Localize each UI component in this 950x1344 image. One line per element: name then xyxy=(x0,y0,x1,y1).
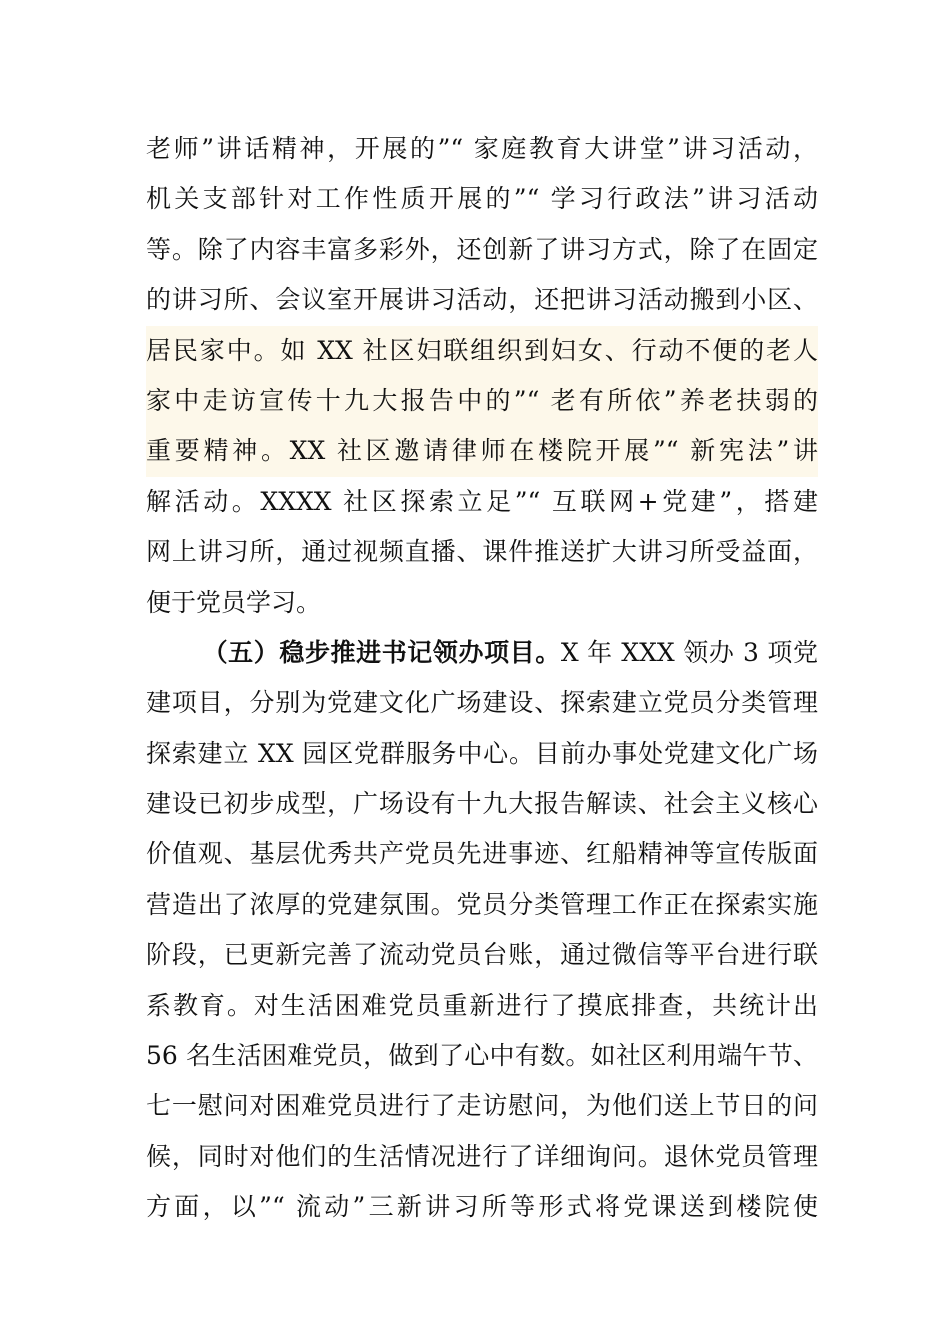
paragraph-1-line-4: 的讲习所、会议室开展讲习活动，还把讲习活动搬到小区、 xyxy=(146,285,818,315)
paragraph-1-line-5: 居民家中。如 XX 社区妇联组织到妇女、行动不便的老人 xyxy=(146,326,818,376)
paragraph-2-line-8: 系教育。对生活困难党员重新进行了摸底排查，共统计出 xyxy=(146,990,818,1020)
paragraph-1-line-1: 老师”讲话精神，开展的”“ 家庭教育大讲堂”讲习活动， xyxy=(146,134,818,163)
paragraph-2-line-6: 营造出了浓厚的党建氛围。党员分类管理工作正在探索实施 xyxy=(146,889,818,919)
paragraph-1-line-7: 重要精神。XX 社区邀请律师在楼院开展”“ 新宪法”讲 xyxy=(146,426,818,476)
paragraph-2-line-7: 阶段，已更新完善了流动党员台账，通过微信等平台进行联 xyxy=(146,940,818,970)
paragraph-2-line-4: 建设已初步成型，广场设有十九大报告解读、社会主义核心 xyxy=(146,789,818,819)
paragraph-2-line-10: 七一慰问对困难党员进行了走访慰问，为他们送上节日的问 xyxy=(146,1091,818,1121)
paragraph-2-line-9: 56 名生活困难党员，做到了心中有数。如社区利用端午节、 xyxy=(146,1041,818,1071)
paragraph-2-line-11: 候，同时对他们的生活情况进行了详细询问。退休党员管理 xyxy=(146,1141,818,1171)
body-text xyxy=(146,124,818,1233)
paragraph-2-line-2: 建项目，分别为党建文化广场建设、探索建立党员分类管理 xyxy=(146,688,818,718)
paragraph-1-line-6: 家中走访宣传十九大报告中的”“ 老有所依”养老扶弱的 xyxy=(146,376,818,426)
paragraph-1-line-3: 等。除了内容丰富多彩外，还创新了讲习方式，除了在固定 xyxy=(146,234,818,264)
paragraph-2-line-1 xyxy=(146,628,818,678)
paragraph-2-line-5: 价值观、基层优秀共产党员先进事迹、红船精神等宣传版面 xyxy=(146,839,818,869)
paragraph-2-line-3: 探索建立 XX 园区党群服务中心。目前办事处党建文化广场 xyxy=(146,738,818,768)
paragraph-1-line-10: 便于党员学习。 xyxy=(146,587,322,617)
paragraph-2-line-12: 方面，以”“ 流动”三新讲习所等形式将党课送到楼院使 xyxy=(146,1192,818,1222)
section-heading: （五）稳步推进书记领办项目。 xyxy=(202,637,561,667)
paragraph-1-line-9: 网上讲习所，通过视频直播、课件推送扩大讲习所受益面， xyxy=(146,537,818,567)
paragraph-1-line-2: 机关支部针对工作性质开展的”“ 学习行政法”讲习活动 xyxy=(146,184,818,214)
paragraph-1-line-8: 解活动。XXXX 社区探索立足”“ 互联网+党建”，搭建 xyxy=(146,486,818,516)
paragraph-2-line-1-text: X 年 XXX 领办 3 项党 xyxy=(560,637,818,667)
